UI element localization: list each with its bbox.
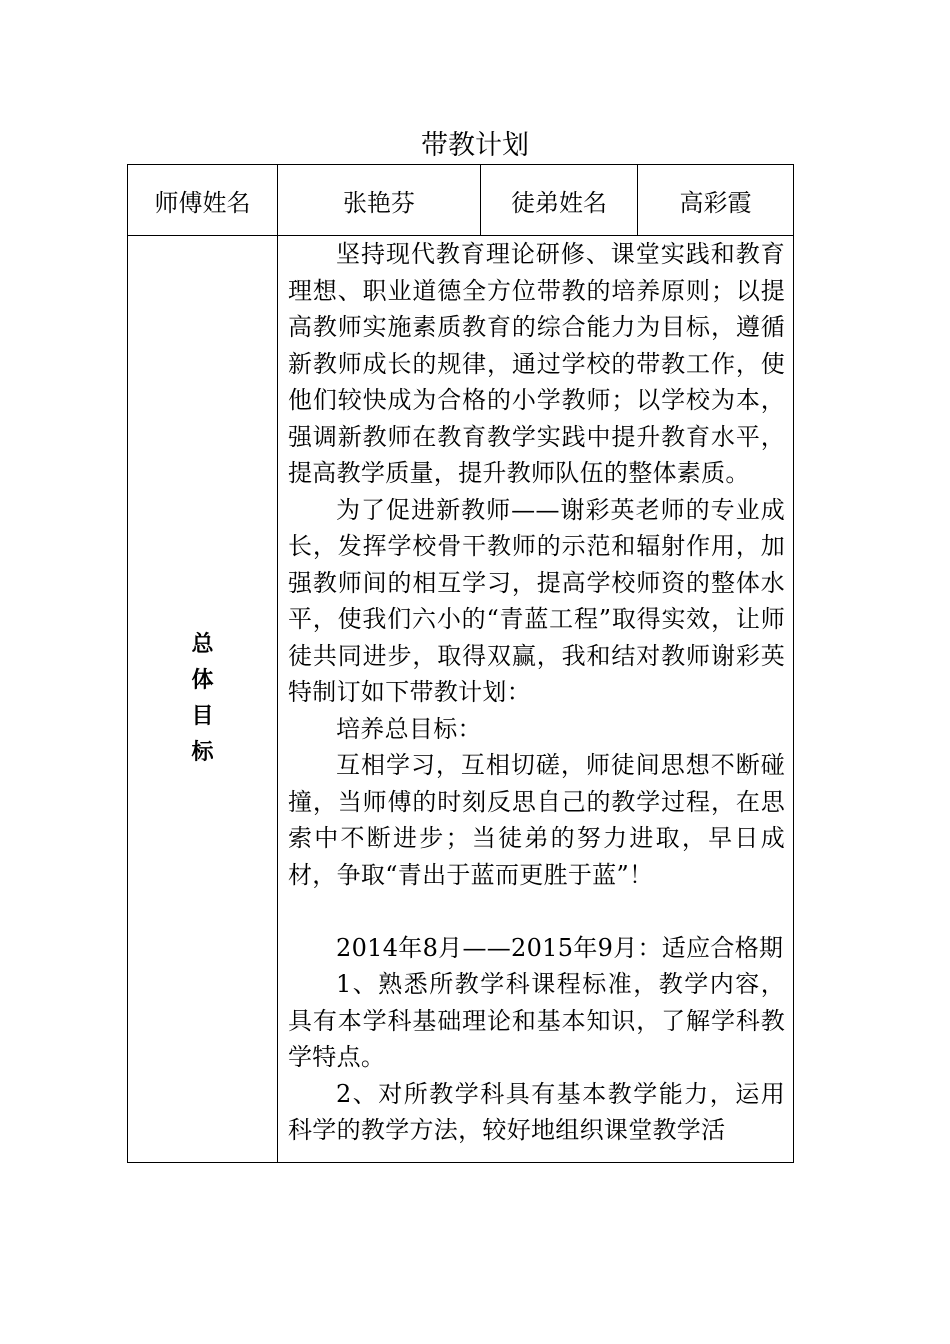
paragraph: 2014年8月——2015年9月：适应合格期 <box>336 933 784 962</box>
section-label <box>128 236 278 1163</box>
plan-table <box>127 164 794 1163</box>
apprentice-name: 高彩霞 <box>638 165 794 236</box>
paragraph: 2、对所教学科具有基本教学能力，运用科学的教学方法，较好地组织课堂教学活 <box>288 1079 785 1144</box>
section-label-char: 标 <box>191 740 214 765</box>
paragraph: 坚持现代教育理论研修、课堂实践和教育理想、职业道德全方位带教的培养原则；以提高教师实施素质教育的综合能力为目标，遵循新教师成长的规律，通过学校的带教工作，使他们较快成为合格的小学教师；以学校为本，强调新教师在教育教学实践中提升教育水平，提高教学质量，提升教师队伍的整体素质。 <box>288 240 785 487</box>
paragraph: 为了促进新教师——谢彩英老师的专业成长，发挥学校骨干教师的示范和辐射作用，加强教师间的相互学习，提高学校师资的整体水平，使我们六小的“青蓝工程”取得实效，让师徒共同进步，取得双赢，我和结对教师谢彩英特制订如下带教计划： <box>288 495 785 706</box>
page-title: 带教计划 <box>421 130 529 161</box>
goal-content-cell <box>278 236 794 1163</box>
paragraph: 互相学习，互相切磋，师徒间思想不断碰撞，当师傅的时刻反思自己的教学过程，在思索中不断进步；当徒弟的努力进取，早日成材，争取“青出于蓝而更胜于蓝”！ <box>288 751 785 889</box>
section-label-char: 总 <box>191 632 214 657</box>
paragraph: 培养总目标： <box>336 714 482 743</box>
paragraph: 1、熟悉所教学科课程标准，教学内容，具有本学科基础理论和基本知识，了解学科教学特点。 <box>288 970 785 1071</box>
goal-content <box>278 236 793 1149</box>
section-label-char: 体 <box>191 668 214 693</box>
mentor-name: 张艳芬 <box>278 165 481 236</box>
section-label-char: 目 <box>191 704 214 729</box>
blank-line <box>288 893 785 930</box>
mentor-label: 师傅姓名 <box>128 165 278 236</box>
header-row <box>128 165 794 236</box>
goal-row <box>128 236 794 1163</box>
apprentice-label: 徒弟姓名 <box>481 165 638 236</box>
